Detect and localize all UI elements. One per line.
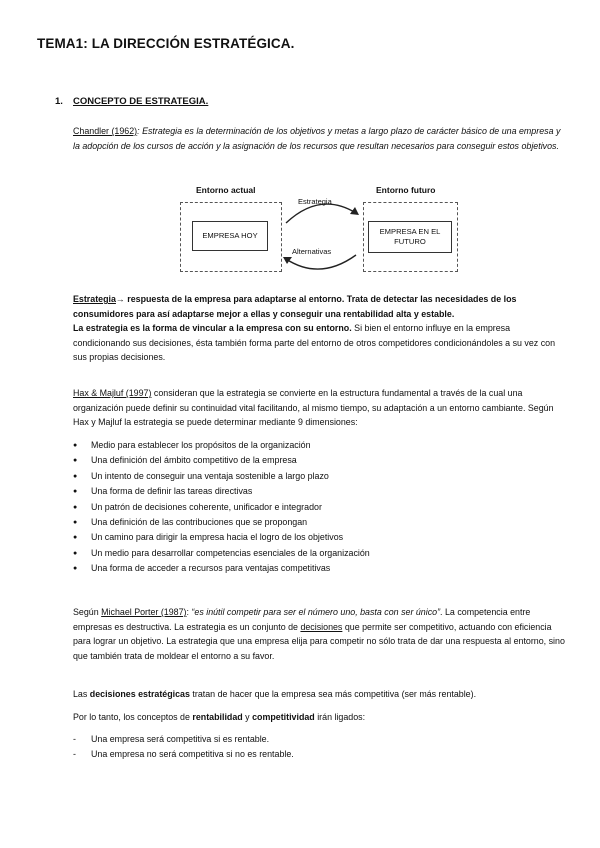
strategy-link-text: La estrategia es la forma de vincular a la empresa con su entorno.: [73, 323, 352, 334]
future-environment-label: Entorno futuro: [376, 185, 436, 195]
chandler-paragraph: [73, 124, 565, 153]
dimensions-list: [73, 438, 370, 577]
strategy-diagram: [178, 185, 458, 275]
porter-quote: “es inútil competir para ser el número uno, basta con ser único”: [191, 607, 441, 617]
chandler-text: : Estrategia es la determinación de los objetivos y metas a largo plazo de carácter básico de una empresa y la adopción de los cursos de acción y la asignación de los recursos que resultan necesarios para conseguir estos objetivos.: [73, 126, 561, 151]
strategy-term: Estrategia: [73, 294, 116, 304]
page-title: TEMA1: LA DIRECCIÓN ESTRATÉGICA.: [37, 36, 295, 51]
list-item: ● Un patrón de decisiones coherente, unificador e integrador: [73, 500, 370, 515]
porter-author: Michael Porter (1987): [101, 607, 187, 617]
list-item: - Una empresa será competitiva si es rentable.: [73, 732, 294, 747]
decisions-term: decisiones: [300, 621, 343, 632]
hax-majluf-paragraph: [73, 386, 565, 430]
list-item: ● Una definición de las contribuciones que se propongan: [73, 515, 370, 530]
chandler-author: Chandler (1962): [73, 126, 138, 136]
strategic-decisions-term: decisiones estratégicas: [89, 689, 190, 699]
company-future-box: EMPRESA EN EL FUTURO: [368, 221, 452, 253]
concepts-paragraph: Por lo tanto, los conceptos de rentabilidad y competitividad irán ligados:: [73, 712, 366, 722]
porter-paragraph: Según Michael Porter (1987): “es inútil competir para ser el número uno, basta con ser único”. La competencia entre empresas es destructiva. La estrategia es un conjunto de decisiones que permite ser competitivo, actuando con eficiencia para lograr un objetivo. La estrategia que una empresa elija para competir no sólo trata de dar una respuesta al entorno, sino que también trata de moldear el entorno a su favor.: [73, 607, 565, 661]
list-item: ● Una forma de acceder a recursos para ventajas competitivas: [73, 561, 370, 576]
current-environment-label: Entorno actual: [196, 185, 256, 195]
conclusions-list: [73, 732, 294, 763]
company-today-box: EMPRESA HOY: [192, 221, 268, 251]
list-item: - Una empresa no será competitiva si no es rentable.: [73, 747, 294, 762]
strategy-arrow-symbol: →: [115, 294, 125, 304]
hax-text: consideran que la estrategia se convierte en la estructura fundamental a través de la cual una organización puede definir su continuidad vital facilitando, al mismo tiempo, su adaptación a un entorno cambiante. Según Hax y Majluf la estrategia se puede determinar mediante 9 dimensiones:: [73, 388, 554, 428]
alternatives-arrowhead: [283, 257, 292, 264]
competitiveness-term: competitividad: [252, 712, 315, 722]
alternatives-arrow-label: Alternativas: [292, 247, 332, 256]
strategy-definition-paragraph: [73, 292, 565, 365]
list-item: ● Un camino para dirigir la empresa hacia el logro de los objetivos: [73, 530, 370, 545]
list-item: ● Un intento de conseguir una ventaja sostenible a largo plazo: [73, 469, 370, 484]
section-number: 1.: [55, 96, 63, 107]
list-item: ● Una definición del ámbito competitivo de la empresa: [73, 453, 370, 468]
list-item: ● Una forma de definir las tareas directivas: [73, 484, 370, 499]
section-title: CONCEPTO DE ESTRATEGIA.: [73, 96, 209, 107]
list-item: ● Medio para establecer los propósitos de la organización: [73, 438, 370, 453]
strategic-decisions-paragraph: Las decisiones estratégicas tratan de hacer que la empresa sea más competitiva (ser más rentable).: [73, 689, 477, 699]
profitability-term: rentabilidad: [192, 712, 243, 722]
strategy-arrow: [286, 204, 356, 223]
hax-author: Hax & Majluf (1997): [73, 388, 152, 398]
strategy-definition-text: respuesta de la empresa para adaptarse al entorno. Trata de detectar las necesidades de los consumidores para así adaptarse mejor a ellas y conseguir una rentabilidad alta y estable.: [73, 294, 517, 319]
strategy-arrow-label: Estrategia: [298, 197, 332, 206]
strategy-environment-text: Si bien el entorno influye en la empresa condicionando sus decisiones, ésta también forma parte del entorno de otros competidores condicionándoles a su vez con sus propias decisiones.: [73, 323, 556, 363]
list-item: ● Un medio para desarrollar competencias esenciales de la organización: [73, 546, 370, 561]
section-heading: [55, 96, 208, 107]
alternatives-arrow: [286, 255, 356, 269]
